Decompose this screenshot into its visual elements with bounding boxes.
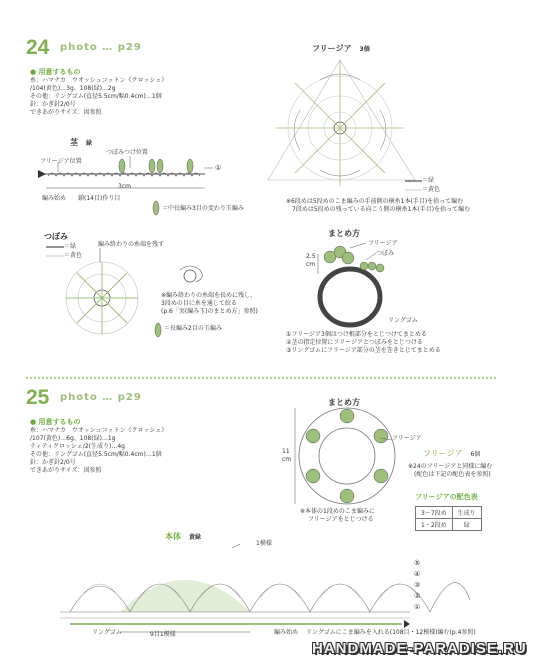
assembly-ring-label: リングゴム [388,317,418,324]
bud-end-note: 編み終わりの糸端を残す [98,241,165,248]
pattern-24-number: 24 [26,36,50,59]
pattern-24-photo-ref: photo … p29 [60,42,142,53]
table-row: 1・2段め 緑 [416,519,482,531]
materials-line: できあがりサイズ：図参照 [30,109,102,116]
assembly-freesia-label: フリージア [368,240,398,247]
bud-title: つぼみ [44,232,68,241]
assembly-steps: ①フリージア3個はつけ根部分をとじつけてまとめる ②茎の指定位置にフリージアとつぼみをとじつける ③リングゴムにフリージア部分の茎を巻きとじてまとめる [286,331,441,354]
stem-start-label: 編み始め [42,195,67,202]
bud-puff-note: ＝長編み2目の玉編み [164,325,222,332]
freesia-title: フリージア 3個 [312,44,370,53]
freesia25-title: フリージア 6個 [423,449,481,458]
stem-symbol-note: ＝中長編み3目の変わり玉編み [162,205,244,212]
bud-legend-green: ＝緑 [64,243,77,250]
materials-line: /104(黄色)…3g、108(緑)…2g [30,85,116,92]
materials-line: /107(黄色)…6g、108(緑)…1g [30,435,116,442]
freesia-legend-green: ＝緑 [422,177,435,184]
color-table-title: フリージアの配色表 [415,493,478,501]
assembly-bud-label: つぼみ [376,250,395,257]
assembly25-title: まとめ方 [328,398,360,407]
stem-title: 茎 緑 [70,138,93,147]
materials-line: できあがりサイズ：図参照 [30,467,102,474]
assembly25-height-unit: cm [282,456,292,463]
bud-attach-label: つぼみつけ位置 [106,149,148,156]
pattern-25-number: 25 [26,386,50,409]
stem-row-marker: ① [215,164,222,172]
freesia-notes: ※6段めは5段めのこま編みの手前側の横糸1本(手目)を拾って編む 7段めは5段めの残っている向こう側の横糸1本(手目)を拾って編む [286,198,471,213]
table-row: 3〜7段め 生成り [416,507,482,519]
materials-line: 糸：ハマナカ ウオッシュコットン《クロッシェ》 [30,77,168,84]
materials-line: その他：リングゴム(直径5.5cm/幅0.4cm)…1個 [30,451,162,458]
materials-line: ティティクロッシェ/2(生成り)…4g [30,443,125,450]
assembly25-freesia-label: フリージア [392,435,422,442]
stem-chain-label: 鎖(14目)作り目 [78,195,121,202]
body-start-label: 編み始め [274,629,299,636]
bud-notes: ※編み終わりの糸端を長めに残し、 3段めの目に糸を通して絞る (p.6「実(編み玉)のまとめ方」参照) [161,292,258,315]
freesia-attach-label: フリージア位置 [40,158,82,165]
assembly25-height-value: 11 [282,448,290,455]
body-pattern-label: 1模様 [256,540,272,547]
assembly-title: まとめ方 [328,229,360,238]
body-title: 本体 黄緑 [165,532,202,541]
materials-line: 針：かぎ針2/0号 [30,101,76,108]
assembly-height-value: 2.5 [306,253,316,260]
materials-line: 針：かぎ針2/0号 [30,459,76,466]
freesia-legend-yellow: ＝黄色 [422,186,441,193]
site-watermark: HANDMADE-PARADISE.RU [312,640,527,657]
body-note: リングゴムにこま編みを入れる(108目・12模様)編む(p.4参照) [306,629,476,636]
materials-title: ● 用意するもの [30,68,81,76]
materials-title: ● 用意するもの [30,418,81,426]
stem-width: 3cm [118,183,131,190]
freesia25-notes: ※24のフリージアと同様に編む (配色は下記の配色表を参照) [408,463,493,478]
body-repeat-label: 9目1模様 [150,631,176,638]
body-row-markers: ⑤ ④ ③ ② ① [414,559,421,611]
assembly-height-unit: cm [306,261,316,268]
assembly25-note: ※本体の1段めのこま編みに フリージアをとじつける [300,508,375,523]
materials-line: その他：リングゴム(直径5.5cm/幅0.4cm)…1個 [30,93,162,100]
materials-line: 糸：ハマナカ ウオッシュコットン《クロッシェ》 [30,427,168,434]
bud-legend-yellow: ＝黄色 [64,252,83,259]
body-ring-label: リングゴム [92,629,122,636]
pattern-25-photo-ref: photo … p29 [60,392,142,403]
